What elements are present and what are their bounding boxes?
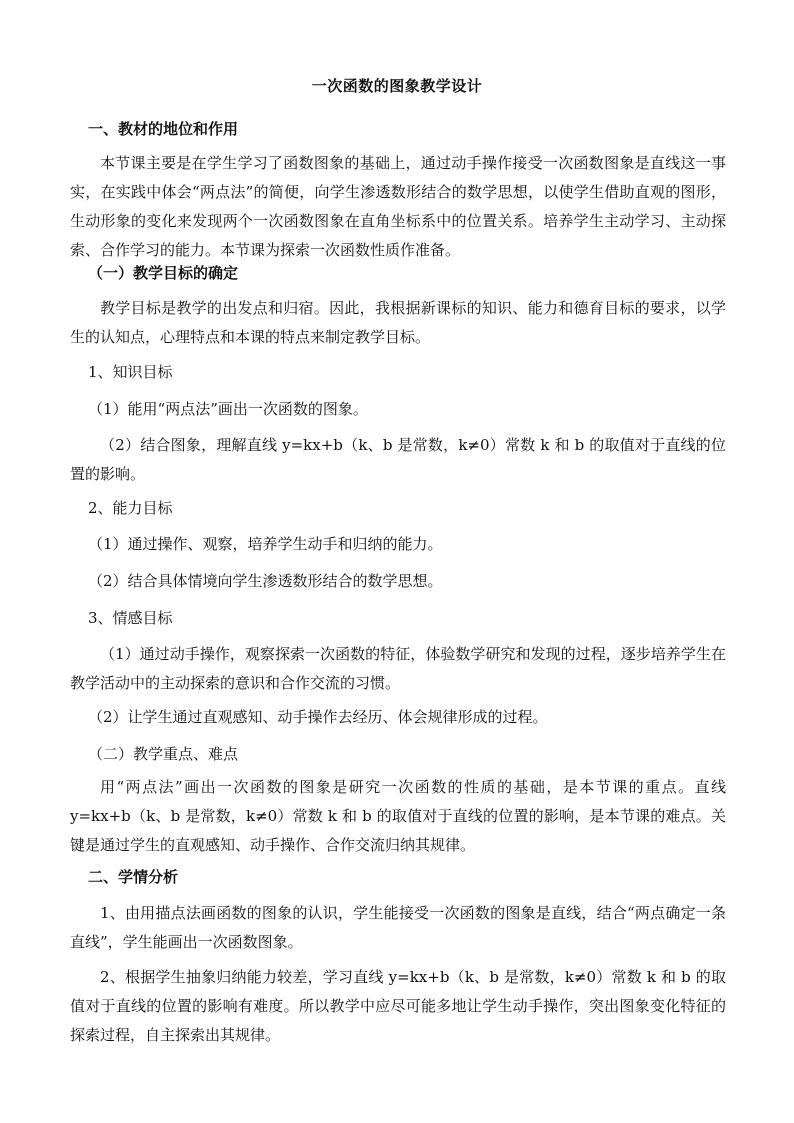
goal1-label: 1、知识目标 bbox=[88, 363, 173, 381]
document-title: 一次函数的图象教学设计 bbox=[311, 77, 483, 95]
sub2-heading: （二）教学重点、难点 bbox=[88, 745, 239, 763]
section2-p1: 1、由用描点法画函数的图象的认识，学生能接受一次函数的图象是直线，结合“两点确定一条直线”，学生能画出一次函数图象。 bbox=[70, 904, 726, 951]
goal1-item2: （2）结合图象，理解直线 y=kx+b（k、b 是常数，k≠0）常数 k 和 b 的取值对于直线的位置的影响。 bbox=[70, 436, 726, 483]
goal1-item1: （1）能用“两点法”画出一次函数的图象。 bbox=[88, 400, 368, 418]
sub1-intro: 教学目标是教学的出发点和归宿。因此，我根据新课标的知识、能力和德育目标的要求，以学生的认知点，心理特点和本课的特点来制定教学目标。 bbox=[70, 299, 726, 346]
goal3-label: 3、情感目标 bbox=[88, 609, 173, 627]
sub2-text: 用“两点法”画出一次函数的图象是研究一次函数的性质的基础，是本节课的重点。直线 y=kx+b（k、b 是常数，k≠0）常数 k 和 b 的取值对于直线的位置的影响，是本节课的难点。关键是通过学生的直观感知、动手操作、合作交流归纳其规律。 bbox=[70, 778, 726, 854]
section2-p2: 2、根据学生抽象归纳能力较差，学习直线 y=kx+b（k、b 是常数，k≠0）常数 k 和 b 的取值对于直线的位置的影响有难度。所以教学中应尽可能多地让学生动手操作，突出图象变化特征的探索过程，自主探索出其规律。 bbox=[70, 968, 726, 1044]
goal3-item2: （2）让学生通过直观感知、动手操作去经历、体会规律形成的过程。 bbox=[88, 708, 548, 726]
goal2-item2: （2）结合具体情境向学生渗透数形结合的数学思想。 bbox=[88, 572, 443, 590]
goal2-label: 2、能力目标 bbox=[88, 499, 173, 517]
sub1-heading: （一）教学目标的确定 bbox=[88, 264, 239, 282]
section2-heading: 二、学情分析 bbox=[88, 868, 179, 886]
section1-intro: 本节课主要是在学生学习了函数图象的基础上，通过动手操作接受一次函数图象是直线这一事实，在实践中体会“两点法”的简便，向学生渗透数形结合的数学思想，以使学生借助直观的图形，生动形象的变化来发现两个一次函数图象在直角坐标系中的位置关系。培养学生主动学习、主动探索、合作学习的能力。本节课为探索一次函数性质作准备。 bbox=[70, 154, 726, 259]
goal3-item1: （1）通过动手操作，观察探索一次函数的特征，体验数学研究和发现的过程，逐步培养学生在教学活动中的主动探索的意识和合作交流的习惯。 bbox=[70, 645, 726, 692]
section1-heading: 一、教材的地位和作用 bbox=[88, 120, 239, 138]
goal2-item1: （1）通过操作、观察，培养学生动手和归纳的能力。 bbox=[88, 535, 443, 553]
